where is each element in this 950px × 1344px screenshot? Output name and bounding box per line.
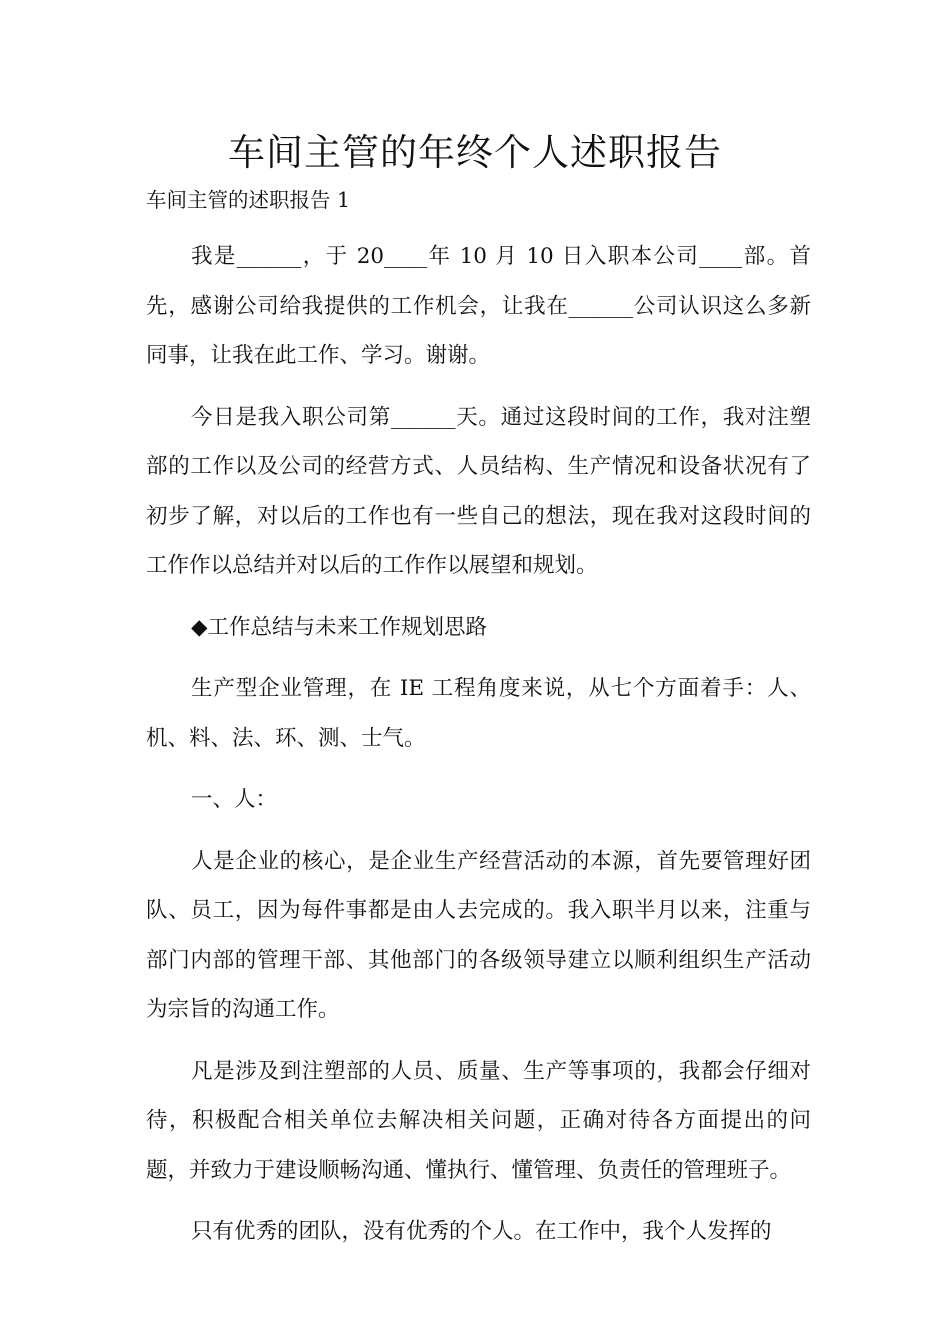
document-subtitle: 车间主管的述职报告 1 — [146, 188, 351, 212]
document-title: 车间主管的年终个人述职报告 — [228, 131, 722, 174]
paragraph-first-impressions: 今日是我入职公司第______天。通过这段时间的工作，我对注塑部的工作以及公司的经营方式、人员结构、生产情况和设备状况有了初步了解，对以后的工作也有一些自己的想法，现在我对这段时间的工作作以总结并对以后的工作作以展望和规划。 — [146, 404, 811, 578]
paragraph-team: 只有优秀的团队，没有优秀的个人。在工作中，我个人发挥的 — [191, 1219, 772, 1244]
paragraph-management-aspects: 生产型企业管理，在 IE 工程角度来说，从七个方面着手：人、机、料、法、环、测、士气。 — [146, 676, 811, 751]
paragraph-cooperation: 凡是涉及到注塑部的人员、质量、生产等事项的，我都会仔细对待，积极配合相关单位去解决相关问题，正确对待各方面提出的问题，并致力于建设顺畅沟通、懂执行、懂管理、负责任的管理班子。 — [146, 1058, 811, 1183]
section-heading-people: 一、人： — [191, 787, 278, 812]
paragraph-people-core: 人是企业的核心，是企业生产经营活动的本源，首先要管理好团队、员工，因为每件事都是由人去完成的。我入职半月以来，注重与部门内部的管理干部、其他部门的各级领导建立以顺利组织生产活动为宗旨的沟通工作。 — [146, 848, 811, 1022]
document-body — [146, 232, 811, 1269]
paragraph-intro: 我是______，于 20____年 10 月 10 日入职本公司____部。首先，感谢公司给我提供的工作机会，让我在______公司认识这么多新同事，让我在此工作、学习。谢谢。 — [146, 244, 811, 368]
section-heading-summary: ◆工作总结与未来工作规划思路 — [191, 614, 488, 640]
